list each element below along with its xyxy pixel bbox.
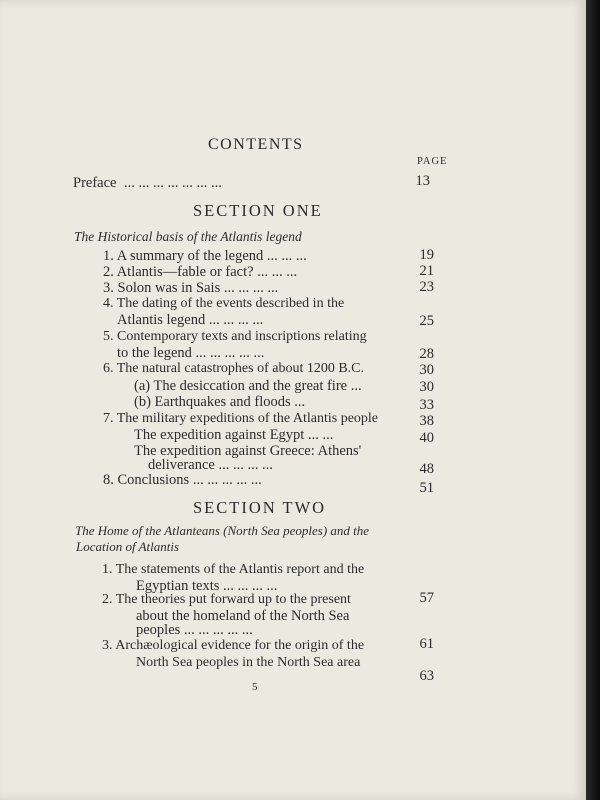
toc-entry-text: Atlantis legend ... ... ... ... bbox=[117, 312, 264, 328]
toc-entry-page: 23 bbox=[419, 279, 434, 295]
toc-entry-page: 30 bbox=[419, 379, 434, 395]
toc-entry-text: 2. The theories put forward up to the present bbox=[102, 592, 351, 607]
toc-entry-page: 30 bbox=[419, 362, 434, 378]
preface-page: 13 bbox=[415, 173, 430, 189]
toc-entry-page: 19 bbox=[419, 247, 434, 263]
toc-entry-text: The expedition against Greece: Athens' bbox=[134, 443, 362, 459]
toc-entry-text: 6. The natural catastrophes of about 1200 B.C. bbox=[103, 361, 365, 376]
preface-label: Preface bbox=[73, 175, 117, 191]
toc-entry-text: 8. Conclusions ... ... ... ... ... bbox=[103, 472, 262, 488]
page-column-label: PAGE bbox=[417, 156, 448, 167]
toc-entry-page: 21 bbox=[419, 263, 434, 279]
section-two-subtitle: The Home of the Atlanteans (North Sea peoples) and the bbox=[75, 523, 370, 538]
toc-entry-text: about the homeland of the North Sea bbox=[136, 608, 350, 624]
toc-entry-text: (b) Earthquakes and floods ... bbox=[134, 394, 306, 410]
section-one-heading: SECTION ONE bbox=[193, 201, 323, 220]
toc-entry-page: 38 bbox=[419, 413, 434, 429]
toc-entry-text: 3. Archæological evidence for the origin of the bbox=[102, 638, 365, 653]
toc-entry-text: 3. Solon was in Sais ... ... ... ... bbox=[103, 280, 279, 296]
toc-entry-page: 57 bbox=[419, 590, 434, 606]
toc-entry-text: Egyptian texts ... ... ... ... bbox=[136, 578, 278, 594]
book-edge bbox=[586, 0, 600, 800]
toc-entry-text: 2. Atlantis—fable or fact? ... ... ... bbox=[103, 264, 298, 280]
toc-entry-text: peoples ... ... ... ... ... bbox=[136, 622, 253, 638]
toc-entry-text: deliverance ... ... ... ... bbox=[148, 457, 273, 473]
toc-entry-text: 1. A summary of the legend ... ... ... bbox=[103, 248, 307, 264]
toc-entry-text: 1. The statements of the Atlantis report and the bbox=[102, 562, 365, 577]
toc-entry-page: 61 bbox=[419, 636, 434, 652]
toc-entry-page: 51 bbox=[419, 480, 434, 496]
preface-leader: ... ... ... ... ... ... ... bbox=[124, 175, 222, 191]
toc-entry-page: 63 bbox=[419, 668, 434, 684]
section-two-heading: SECTION TWO bbox=[193, 498, 327, 517]
section-two-subtitle: Location of Atlantis bbox=[76, 539, 180, 554]
toc-entry-page: 33 bbox=[419, 397, 434, 413]
toc-entry-page: 25 bbox=[419, 313, 434, 329]
toc-entry-text: North Sea peoples in the North Sea area bbox=[136, 655, 361, 670]
toc-entry-text: The expedition against Egypt ... ... bbox=[134, 427, 334, 443]
toc-entry-page: 40 bbox=[419, 430, 434, 446]
contents-title: CONTENTS bbox=[208, 136, 304, 153]
page-folio: 5 bbox=[252, 681, 258, 693]
toc-entry-text: 5. Contemporary texts and inscriptions relating bbox=[103, 329, 367, 344]
toc-entry-page: 48 bbox=[419, 461, 434, 477]
section-one-subtitle: The Historical basis of the Atlantis legend bbox=[74, 229, 302, 244]
toc-entry-text: (a) The desiccation and the great fire ... bbox=[134, 378, 362, 394]
toc-entry-text: 7. The military expeditions of the Atlantis people bbox=[103, 411, 379, 426]
toc-entry-page: 28 bbox=[419, 346, 434, 362]
toc-entry-text: 4. The dating of the events described in the bbox=[103, 296, 345, 311]
toc-entry-text: to the legend ... ... ... ... ... bbox=[117, 345, 265, 361]
